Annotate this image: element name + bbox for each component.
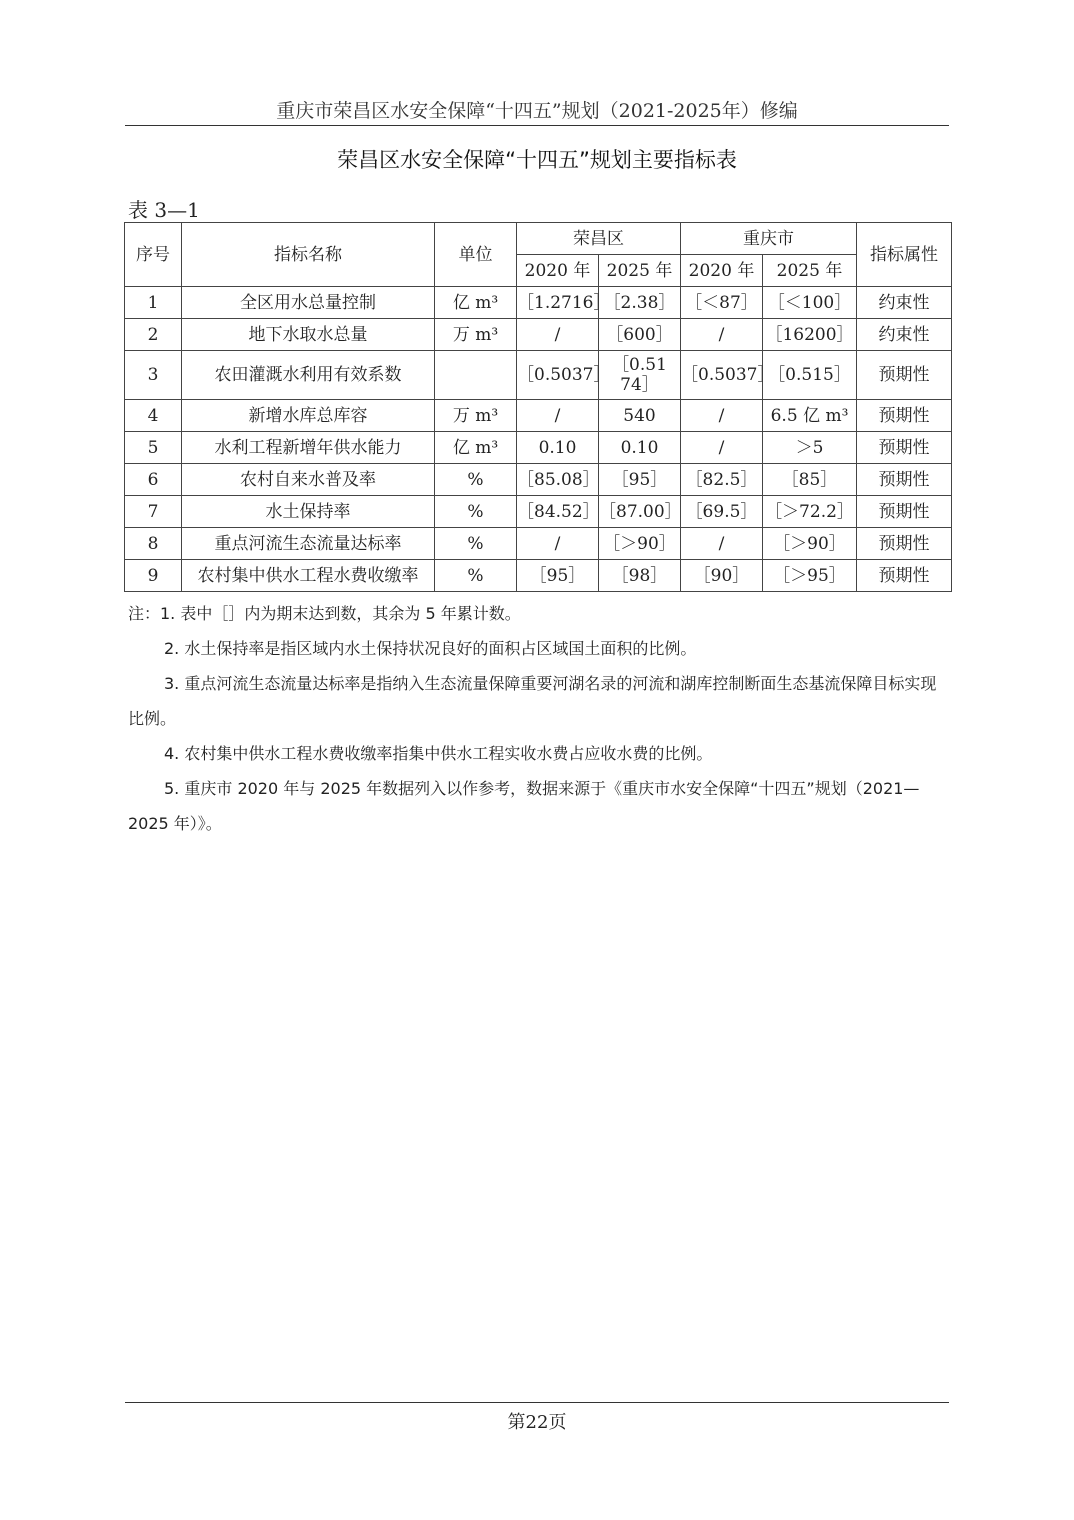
cell-rc-2025: ［95］ <box>599 464 681 496</box>
cell-cq-2025: 6.5 亿 m³ <box>763 400 857 432</box>
cell-rc-2025 <box>599 351 681 400</box>
cell-name: 重点河流生态流量达标率 <box>182 528 435 560</box>
table-row <box>125 464 952 496</box>
header-rc-2020: 2020 年 <box>517 255 599 287</box>
cell-name: 农田灌溉水利用有效系数 <box>182 351 435 400</box>
cell-attr: 约束性 <box>857 319 952 351</box>
cell-cq-2025: ［＞95］ <box>763 560 857 592</box>
table-row <box>125 528 952 560</box>
cell-cq-2020: ［90］ <box>681 560 763 592</box>
cell-rc-2020: ［1.2716］ <box>517 287 599 319</box>
indicator-table <box>124 222 952 592</box>
page-title: 荣昌区水安全保障“十四五”规划主要指标表 <box>337 148 737 172</box>
cell-unit: 万 m³ <box>435 319 517 351</box>
cell-cq-2020: ［＜87］ <box>681 287 763 319</box>
cell-unit <box>435 351 517 400</box>
table-header-row <box>125 223 952 255</box>
cell-seq: 3 <box>125 351 182 400</box>
cell-rc-2025: ［2.38］ <box>599 287 681 319</box>
cell-unit: % <box>435 560 517 592</box>
table-row <box>125 432 952 464</box>
running-header: 重庆市荣昌区水安全保障“十四五”规划（2021-2025年）修编 <box>276 100 798 122</box>
note-5: 5. 重庆市 2020 年与 2025 年数据列入以作参考，数据来源于《重庆市水安全保障“十四五”规划（2021—2025 年）》。 <box>128 779 920 833</box>
cell-name: 农村自来水普及率 <box>182 464 435 496</box>
cell-seq: 8 <box>125 528 182 560</box>
table-row <box>125 287 952 319</box>
header-unit: 单位 <box>435 223 517 287</box>
table-row <box>125 319 952 351</box>
cell-attr: 预期性 <box>857 560 952 592</box>
cell-rc-2025: ［87.00］ <box>599 496 681 528</box>
cell-attr: 预期性 <box>857 351 952 400</box>
header-divider <box>125 125 949 126</box>
cell-attr: 预期性 <box>857 496 952 528</box>
cell-unit: 亿 m³ <box>435 287 517 319</box>
table-row <box>125 560 952 592</box>
cell-seq: 1 <box>125 287 182 319</box>
cell-cq-2020: / <box>681 319 763 351</box>
cell-seq: 5 <box>125 432 182 464</box>
cell-name: 水土保持率 <box>182 496 435 528</box>
cell-attr: 预期性 <box>857 400 952 432</box>
header-seq: 序号 <box>125 223 182 287</box>
table-row <box>125 351 952 400</box>
cell-rc-2020: / <box>517 319 599 351</box>
note-3: 3. 重点河流生态流量达标率是指纳入生态流量保障重要河湖名录的河流和湖库控制断面生态基流保障目标实现比例。 <box>128 674 937 728</box>
cell-seq: 6 <box>125 464 182 496</box>
cell-unit: 万 m³ <box>435 400 517 432</box>
footer-divider <box>125 1402 949 1403</box>
cell-cq-2020: / <box>681 400 763 432</box>
note-2: 2. 水土保持率是指区域内水土保持状况良好的面积占区域国土面积的比例。 <box>164 639 697 658</box>
cell-seq: 9 <box>125 560 182 592</box>
cell-cq-2020: ［0.5037］ <box>681 351 763 400</box>
note-1: 注：1. 表中［］内为期末达到数，其余为 5 年累计数。 <box>128 604 521 623</box>
cell-cq-2020: ［82.5］ <box>681 464 763 496</box>
cell-rc-2020: ［84.52］ <box>517 496 599 528</box>
cell-cq-2020: ［69.5］ <box>681 496 763 528</box>
table-label: 表 3—1 <box>128 198 200 222</box>
cell-cq-2025: ［85］ <box>763 464 857 496</box>
table-notes <box>128 596 950 841</box>
header-attr: 指标属性 <box>857 223 952 287</box>
cell-rc-2025: 0.10 <box>599 432 681 464</box>
cell-unit: % <box>435 464 517 496</box>
cell-attr: 预期性 <box>857 464 952 496</box>
table-row <box>125 496 952 528</box>
cell-cq-2020: / <box>681 432 763 464</box>
cell-rc-2020: ［0.5037］ <box>517 351 599 400</box>
cell-rc-2020: ［95］ <box>517 560 599 592</box>
header-group-chongqing: 重庆市 <box>681 223 857 255</box>
cell-name: 农村集中供水工程水费收缴率 <box>182 560 435 592</box>
cell-rc-2025-text: ［0.5174］ <box>612 355 667 395</box>
cell-rc-2025: 540 <box>599 400 681 432</box>
cell-cq-2025: ［0.515］ <box>763 351 857 400</box>
cell-rc-2020: / <box>517 400 599 432</box>
cell-name: 全区用水总量控制 <box>182 287 435 319</box>
cell-cq-2025: ［＜100］ <box>763 287 857 319</box>
cell-rc-2020: 0.10 <box>517 432 599 464</box>
cell-rc-2025: ［600］ <box>599 319 681 351</box>
table-row <box>125 400 952 432</box>
cell-name: 新增水库总库容 <box>182 400 435 432</box>
cell-cq-2025: ［＞90］ <box>763 528 857 560</box>
cell-rc-2025: ［98］ <box>599 560 681 592</box>
cell-rc-2025: ［＞90］ <box>599 528 681 560</box>
cell-cq-2020: / <box>681 528 763 560</box>
cell-unit: % <box>435 528 517 560</box>
cell-cq-2025: ［＞72.2］ <box>763 496 857 528</box>
header-rc-2025: 2025 年 <box>599 255 681 287</box>
cell-cq-2025: ＞5 <box>763 432 857 464</box>
header-cq-2020: 2020 年 <box>681 255 763 287</box>
cell-seq: 7 <box>125 496 182 528</box>
cell-name: 水利工程新增年供水能力 <box>182 432 435 464</box>
cell-seq: 2 <box>125 319 182 351</box>
cell-attr: 预期性 <box>857 528 952 560</box>
cell-rc-2020: / <box>517 528 599 560</box>
cell-attr: 约束性 <box>857 287 952 319</box>
cell-seq: 4 <box>125 400 182 432</box>
cell-attr: 预期性 <box>857 432 952 464</box>
cell-unit: 亿 m³ <box>435 432 517 464</box>
cell-rc-2020: ［85.08］ <box>517 464 599 496</box>
page-number: 第22页 <box>507 1412 567 1433</box>
cell-unit: % <box>435 496 517 528</box>
header-cq-2025: 2025 年 <box>763 255 857 287</box>
cell-name: 地下水取水总量 <box>182 319 435 351</box>
header-group-rongchang: 荣昌区 <box>517 223 681 255</box>
cell-cq-2025: ［16200］ <box>763 319 857 351</box>
header-name: 指标名称 <box>182 223 435 287</box>
note-4: 4. 农村集中供水工程水费收缴率指集中供水工程实收水费占应收水费的比例。 <box>164 744 713 763</box>
